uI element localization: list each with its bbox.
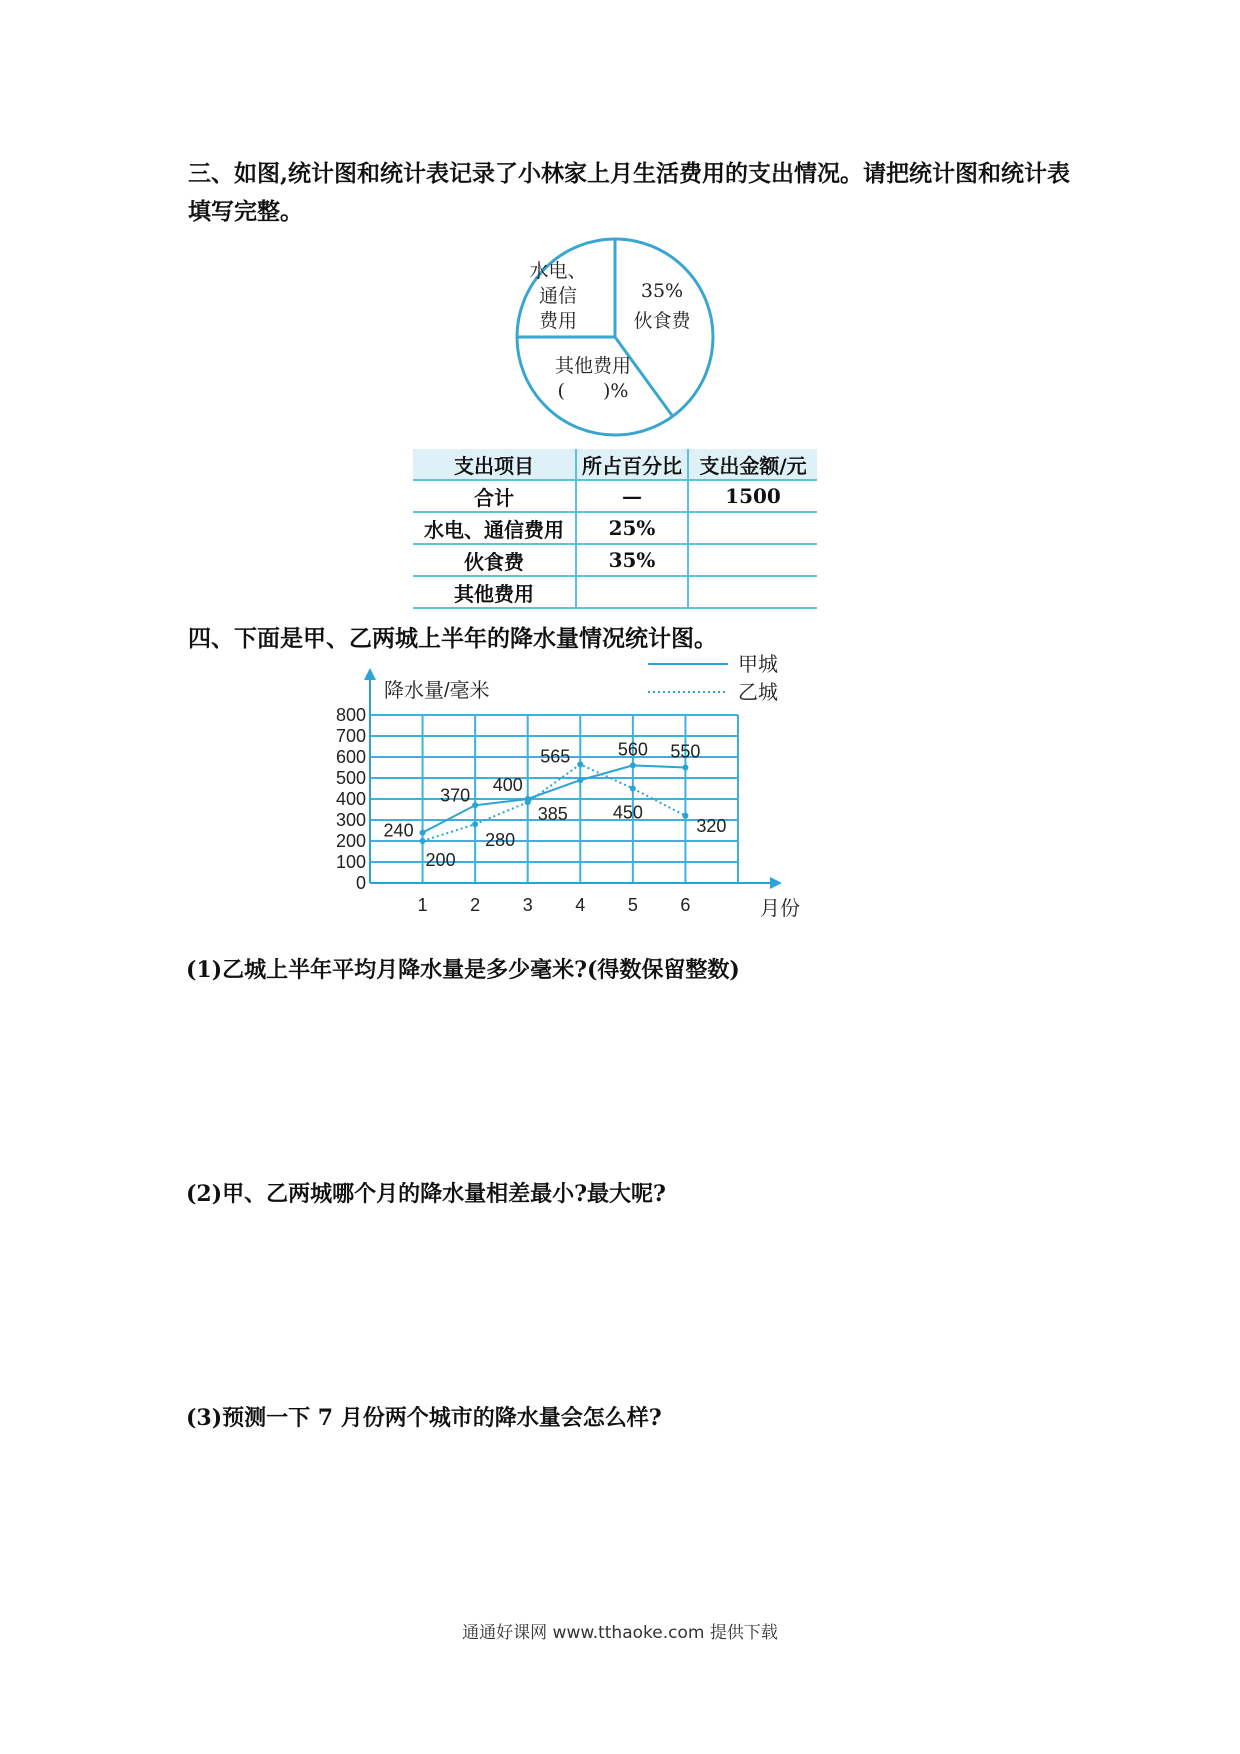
table-row <box>413 512 817 544</box>
table-cell: 水电、通信费用 <box>413 512 576 544</box>
data-label: 450 <box>612 802 643 823</box>
x-axis-arrow <box>770 877 782 889</box>
x-tick-label: 6 <box>680 895 691 915</box>
table-cell-blank <box>576 576 688 608</box>
x-tick-label: 1 <box>417 895 428 915</box>
data-label: 385 <box>537 804 568 825</box>
expense-pie-chart <box>510 232 720 442</box>
table-cell-blank <box>688 544 817 576</box>
section4-title: 四、下面是甲、乙两城上半年的降水量情况统计图。 <box>188 625 717 652</box>
pie-label-utilities-3: 费用 <box>538 310 578 332</box>
y-tick-label: 800 <box>335 705 366 725</box>
data-label: 565 <box>540 746 571 767</box>
table-row <box>413 480 817 512</box>
x-tick-label: 2 <box>470 895 481 915</box>
table-row <box>413 576 817 608</box>
y-tick-label: 300 <box>335 810 366 830</box>
rainfall-line-chart <box>335 650 880 950</box>
data-label: 240 <box>383 820 414 841</box>
table-row <box>413 544 817 576</box>
table-header-amount: 支出金额/元 <box>688 449 817 480</box>
table-cell: 合计 <box>413 480 576 512</box>
data-label: 320 <box>696 815 727 836</box>
data-label: 560 <box>617 739 648 760</box>
table-cell-blank <box>688 576 817 608</box>
table-cell-blank <box>688 512 817 544</box>
y-axis-label: 降水量/毫米 <box>384 680 490 702</box>
question-1: (1)乙城上半年平均月降水量是多少毫米?(得数保留整数) <box>186 957 740 983</box>
table-cell: 25% <box>576 512 688 544</box>
y-tick-label: 100 <box>335 852 366 872</box>
data-point <box>472 821 478 827</box>
data-point <box>682 813 688 819</box>
pie-label-food-percent: 35% <box>640 280 684 302</box>
pie-label-utilities-2: 通信 <box>538 285 578 307</box>
legend-label: 乙城 <box>738 682 778 704</box>
y-tick-label: 200 <box>335 831 366 851</box>
y-tick-label: 0 <box>355 873 366 893</box>
data-point <box>577 777 583 783</box>
chart-data-labels <box>384 739 727 870</box>
data-point <box>630 762 636 768</box>
pie-label-utilities-1: 水电、 <box>529 260 587 282</box>
question-2: (2)甲、乙两城哪个月的降水量相差最小?最大呢? <box>186 1181 666 1207</box>
x-tick-label: 4 <box>575 895 586 915</box>
data-label: 280 <box>485 830 516 851</box>
data-point <box>420 838 426 844</box>
data-point <box>577 761 583 767</box>
data-label: 550 <box>670 741 701 762</box>
data-point <box>472 802 478 808</box>
table-header-percent: 所占百分比 <box>576 449 688 480</box>
chart-legend <box>648 653 778 704</box>
y-axis-arrow <box>364 668 376 680</box>
table-header-row <box>413 449 817 480</box>
table-cell: 1500 <box>688 480 817 512</box>
y-tick-label: 600 <box>335 747 366 767</box>
footer-text: 通通好课网 www.tthaoke.com 提供下载 <box>462 1623 778 1643</box>
y-tick-label: 500 <box>335 768 366 788</box>
y-tick-label: 400 <box>335 789 366 809</box>
table-header-item: 支出项目 <box>413 449 576 480</box>
data-label: 200 <box>425 850 456 870</box>
question-3: (3)预测一下 7 月份两个城市的降水量会怎么样? <box>186 1405 662 1431</box>
table-cell: 伙食费 <box>413 544 576 576</box>
x-tick-label: 3 <box>522 895 533 915</box>
data-label: 370 <box>440 785 471 806</box>
pie-label-other: 其他费用 <box>554 355 632 377</box>
data-point <box>525 799 531 805</box>
data-point <box>420 830 426 836</box>
legend-label: 甲城 <box>738 654 778 676</box>
pie-label-food: 伙食费 <box>633 310 691 332</box>
data-label: 400 <box>492 775 523 795</box>
expense-table <box>413 449 817 609</box>
section3-title: 三、如图,统计图和统计表记录了小林家上月生活费用的支出情况。请把统计图和统计表填写完整。 <box>188 160 1071 225</box>
data-point <box>630 786 636 792</box>
data-point <box>682 765 688 771</box>
table-cell: 其他费用 <box>413 576 576 608</box>
x-axis-label: 月份 <box>760 898 800 920</box>
table-cell: — <box>576 480 688 512</box>
table-cell: 35% <box>576 544 688 576</box>
x-tick-label: 5 <box>627 895 638 915</box>
pie-label-other-blank: ( )% <box>557 380 629 402</box>
y-tick-label: 700 <box>335 726 366 746</box>
